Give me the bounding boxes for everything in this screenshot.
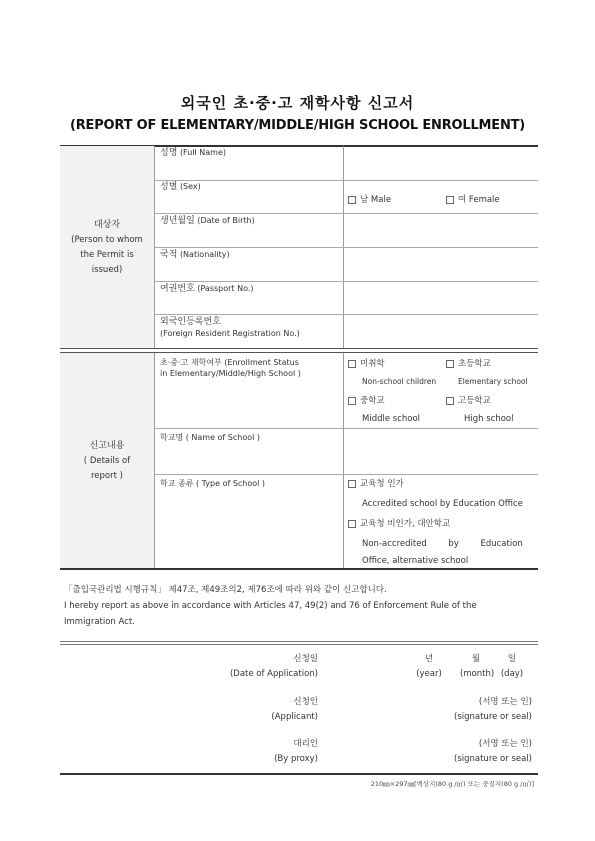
day-field[interactable]: 일 (day) — [500, 654, 524, 679]
option-accredited-school[interactable]: 교육청 인가 Accredited school by Education Office — [348, 478, 534, 510]
field-label-date-of-birth: 생년월일 (Date of Birth) — [160, 216, 255, 226]
checkbox-icon[interactable] — [348, 196, 356, 204]
application-date-label: 신청일 (Date of Application) — [229, 654, 318, 679]
checkbox-icon[interactable] — [446, 196, 454, 204]
school-name-field[interactable] — [344, 429, 538, 474]
checkbox-icon[interactable] — [446, 360, 454, 368]
checkbox-icon[interactable] — [446, 397, 454, 405]
checkbox-icon[interactable] — [348, 360, 356, 368]
proxy-label: 대리인 (By proxy) — [274, 739, 318, 764]
checkbox-icon[interactable] — [348, 397, 356, 405]
full-name-field[interactable] — [344, 146, 538, 180]
month-field[interactable]: 월 (month) — [460, 654, 495, 679]
sex-male-option[interactable]: 남 Male — [348, 194, 391, 206]
nationality-field[interactable] — [344, 248, 538, 281]
field-label-school-name: 학교명 ( Name of School ) — [160, 433, 261, 442]
field-label-full-name: 성명 (Full Name) — [160, 148, 227, 158]
date-of-birth-field[interactable] — [344, 214, 538, 247]
field-label-sex: 성별 (Sex) — [160, 182, 201, 192]
proxy-signature-field[interactable]: (서명 또는 인) (signature or seal) — [454, 739, 532, 764]
passport-number-field[interactable] — [344, 282, 538, 314]
option-non-accredited-school[interactable]: 교육청 비인가, 대안학교 Non-accredited by Education Office, alternative school — [348, 518, 534, 567]
option-non-school[interactable]: 미취학 Non-school children — [348, 358, 436, 388]
option-high-school[interactable]: 고등학교 High school — [446, 395, 514, 425]
field-label-enrollment-status: 초·중·고 재학여부 (Enrollment Status in Elementary/Middle/High School ) — [160, 358, 301, 378]
field-label-school-type: 학교 종류 ( Type of School ) — [160, 479, 266, 488]
field-label-registration-no: 외국인등록번호 (Foreign Resident Registration No.) — [160, 317, 300, 338]
person-section-label: 대상자 (Person to whom the Permit is issued) — [71, 220, 143, 275]
field-label-nationality: 국적 (Nationality) — [160, 250, 230, 260]
registration-number-field[interactable] — [344, 315, 538, 348]
option-elementary[interactable]: 초등학교 Elementary school — [446, 358, 528, 388]
bottom-rule — [60, 773, 538, 775]
applicant-label: 신청인 (Applicant) — [271, 697, 318, 722]
declaration-english: I hereby report as above in accordance with Articles 47, 49(2) and 76 of Enforcement Rule of the Immigration Act. — [64, 601, 477, 627]
report-section-label: 신고내용 ( Details of report ) — [83, 441, 131, 481]
option-middle-school[interactable]: 중학교 Middle school — [348, 395, 420, 425]
year-field[interactable]: 년 (year) — [416, 654, 442, 679]
checkbox-icon[interactable] — [348, 480, 356, 488]
form-title-english: (REPORT OF ELEMENTARY/MIDDLE/HIGH SCHOOL ENROLLMENT) — [69, 118, 526, 133]
field-label-passport: 여권번호 (Passport No.) — [160, 284, 254, 294]
form-title-korean: 외국인 초·중·고 재학사항 신고서 — [180, 94, 415, 112]
paper-spec-footer: 210㎜×297㎜[백상지(80 g /㎡) 또는 중질지(80 g /㎡)] — [370, 780, 534, 788]
checkbox-icon[interactable] — [348, 520, 356, 528]
sex-female-option[interactable]: 여 Female — [446, 194, 500, 206]
applicant-signature-field[interactable]: (서명 또는 인) (signature or seal) — [454, 697, 532, 722]
declaration-korean: 「출입국관리법 시행규칙」 제47조, 제49조의2, 제76조에 따라 위와 같이 신고합니다. — [64, 585, 387, 595]
